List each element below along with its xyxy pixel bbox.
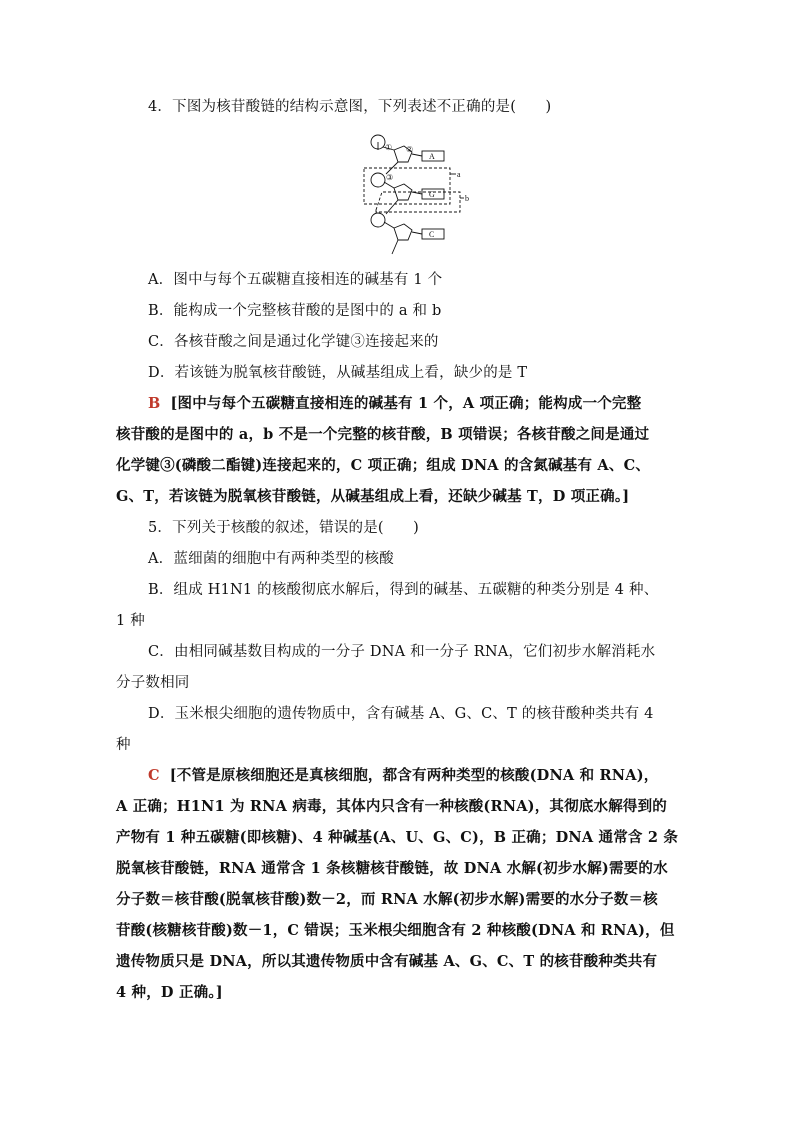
q5-explanation-line-7: 遗传物质只是 DNA，所以其遗传物质中含有碱基 A、G、C、T 的核苷酸种类共有	[116, 953, 658, 970]
label-b: b	[465, 194, 469, 203]
bond-tail	[392, 240, 398, 254]
q4-explanation-line-3: 化学键③(磷酸二酯键)连接起来的，C 项正确；组成 DNA 的含氮碱基有 A、C、	[116, 457, 651, 474]
q5-answer-letter: C	[148, 767, 160, 784]
phosphate-circle-2	[371, 173, 385, 187]
bond-5	[384, 222, 394, 228]
q4-explanation-line-1: B [图中与每个五碳糖直接相连的碱基有 1 个，A 项正确；能构成一个完整	[148, 395, 642, 412]
bond-2b	[384, 182, 394, 188]
q4-option-a: A．图中与每个五碳糖直接相连的碱基有 1 个	[148, 272, 443, 288]
q5-option-b-line-1: B．组成 H1N1 的核酸彻底水解后，得到的碱基、五碳糖的种类分别是 4 种、	[148, 582, 659, 598]
q5-option-a: A．蓝细菌的细胞中有两种类型的核酸	[148, 551, 394, 567]
q4-option-d: D．若该链为脱氧核苷酸链，从碱基组成上看，缺少的是 T	[148, 365, 528, 381]
q5-explanation-line-4: 脱氧核苷酸链，RNA 通常含 1 条核糖核苷酸链，故 DNA 水解(初步水解)需要的水	[116, 860, 668, 877]
label-a: a	[457, 170, 461, 179]
q4-option-c: C．各核苷酸之间是通过化学键③连接起来的	[148, 334, 439, 350]
q5-option-d-line-1: D．玉米根尖细胞的遗传物质中，含有碱基 A、G、C、T 的核苷酸种类共有 4	[148, 706, 654, 722]
q5-explanation-line-2: A 正确；H1N1 为 RNA 病毒，其体内只含有一种核酸(RNA)，其彻底水解得到的	[116, 798, 668, 815]
label-2: ②	[406, 145, 414, 154]
q4-explanation-line-2: 核苷酸的是图中的 a，b 不是一个完整的核苷酸，B 项错误；各核苷酸之间是通过	[116, 426, 650, 443]
q4-stem: 4．下图为核苷酸链的结构示意图，下列表述不正确的是( )	[148, 99, 552, 115]
q5-option-c-line-1: C．由相同碱基数目构成的一分子 DNA 和一分子 RNA，它们初步水解消耗水	[148, 644, 656, 660]
q5-explanation-line-1: C [不管是原核细胞还是真核细胞，都含有两种类型的核酸(DNA 和 RNA)，	[148, 767, 659, 784]
q4-option-b: B．能构成一个完整核苷酸的是图中的 a 和 b	[148, 303, 442, 319]
label-3: ③	[386, 173, 394, 182]
q5-option-b-line-2: 1 种	[116, 613, 145, 629]
nucleotide-chain-diagram	[356, 130, 476, 258]
label-A: A	[429, 152, 435, 161]
base-link-3	[412, 232, 422, 234]
q5-option-d-line-2: 种	[116, 737, 131, 753]
q5-explanation-line-5: 分子数＝核苷酸(脱氧核苷酸)数－2，而 RNA 水解(初步水解)需要的水分子数＝核	[116, 891, 658, 908]
label-G: G	[429, 190, 435, 199]
phosphate-circle-3	[371, 213, 385, 227]
q5-stem: 5．下列关于核酸的叙述，错误的是( )	[148, 520, 420, 536]
q5-explanation-line-8: 4 种，D 正确。]	[116, 984, 223, 1001]
sugar-pentagon-3	[394, 224, 412, 240]
q5-option-c-line-2: 分子数相同	[116, 675, 190, 691]
label-1: ①	[385, 143, 393, 152]
q5-explanation-line-6: 苷酸(核糖核苷酸)数－1，C 错误；玉米根尖细胞含有 2 种核酸(DNA 和 RNA)，但	[116, 922, 675, 939]
q4-explanation-line-4: G、T，若该链为脱氧核苷酸链，从碱基组成上看，还缺少碱基 T，D 项正确。]	[116, 488, 630, 505]
q5-explanation-line-3: 产物有 1 种五碳糖(即核糖)、4 种碱基(A、U、G、C)，B 正确；DNA 通常含 2 条	[116, 829, 679, 846]
q4-answer-letter: B	[148, 395, 161, 412]
label-C: C	[429, 230, 435, 239]
base-link-1	[412, 154, 422, 156]
dashed-box-b	[376, 192, 460, 212]
